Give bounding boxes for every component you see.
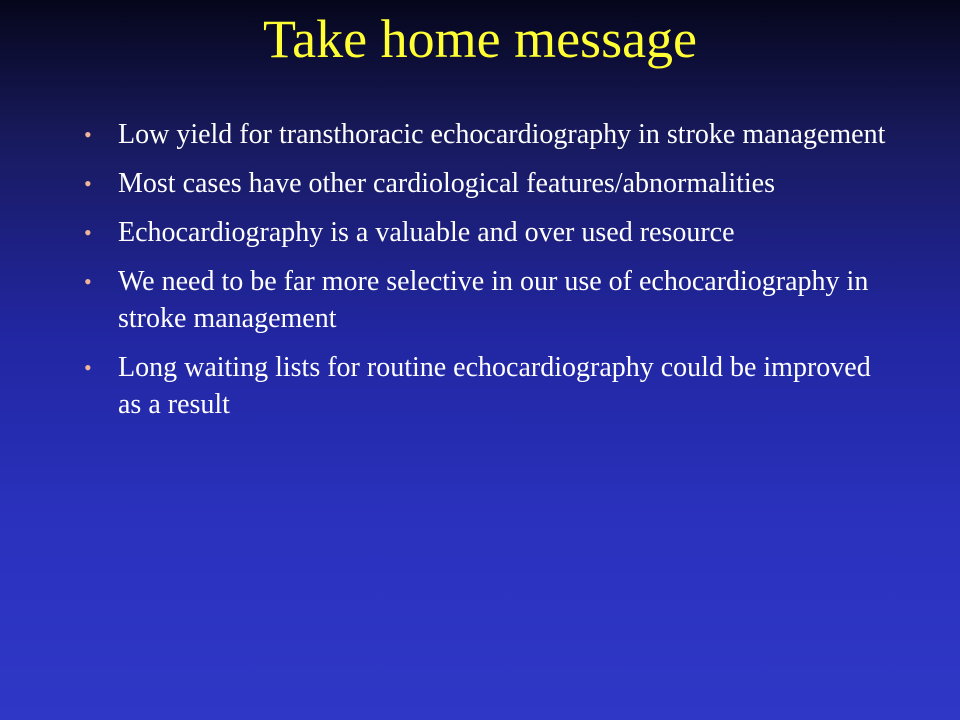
- bullet-item: [78, 263, 898, 337]
- bullet-text: Low yield for transthoracic echocardiography in stroke management: [118, 119, 886, 150]
- bullet-item: [78, 165, 898, 202]
- bullet-icon: •: [84, 122, 92, 147]
- slide-title: Take home message: [262, 9, 698, 69]
- bullet-icon: •: [84, 171, 92, 196]
- bullet-text: Echocardiography is a valuable and over used resource: [118, 217, 735, 248]
- bullet-icon: •: [84, 269, 92, 294]
- bullet-text: We need to be far more selective in our use of echocardiography in stroke management: [118, 266, 869, 334]
- bullet-text: Most cases have other cardiological features/abnormalities: [118, 168, 775, 199]
- bullet-icon: •: [84, 355, 92, 380]
- bullet-item: [78, 349, 898, 423]
- bullet-item: [78, 214, 898, 251]
- bullet-text: Long waiting lists for routine echocardiography could be improved as a result: [118, 352, 871, 420]
- bullet-item: [78, 116, 898, 153]
- bullet-icon: •: [84, 220, 92, 245]
- bullet-list: [78, 116, 898, 435]
